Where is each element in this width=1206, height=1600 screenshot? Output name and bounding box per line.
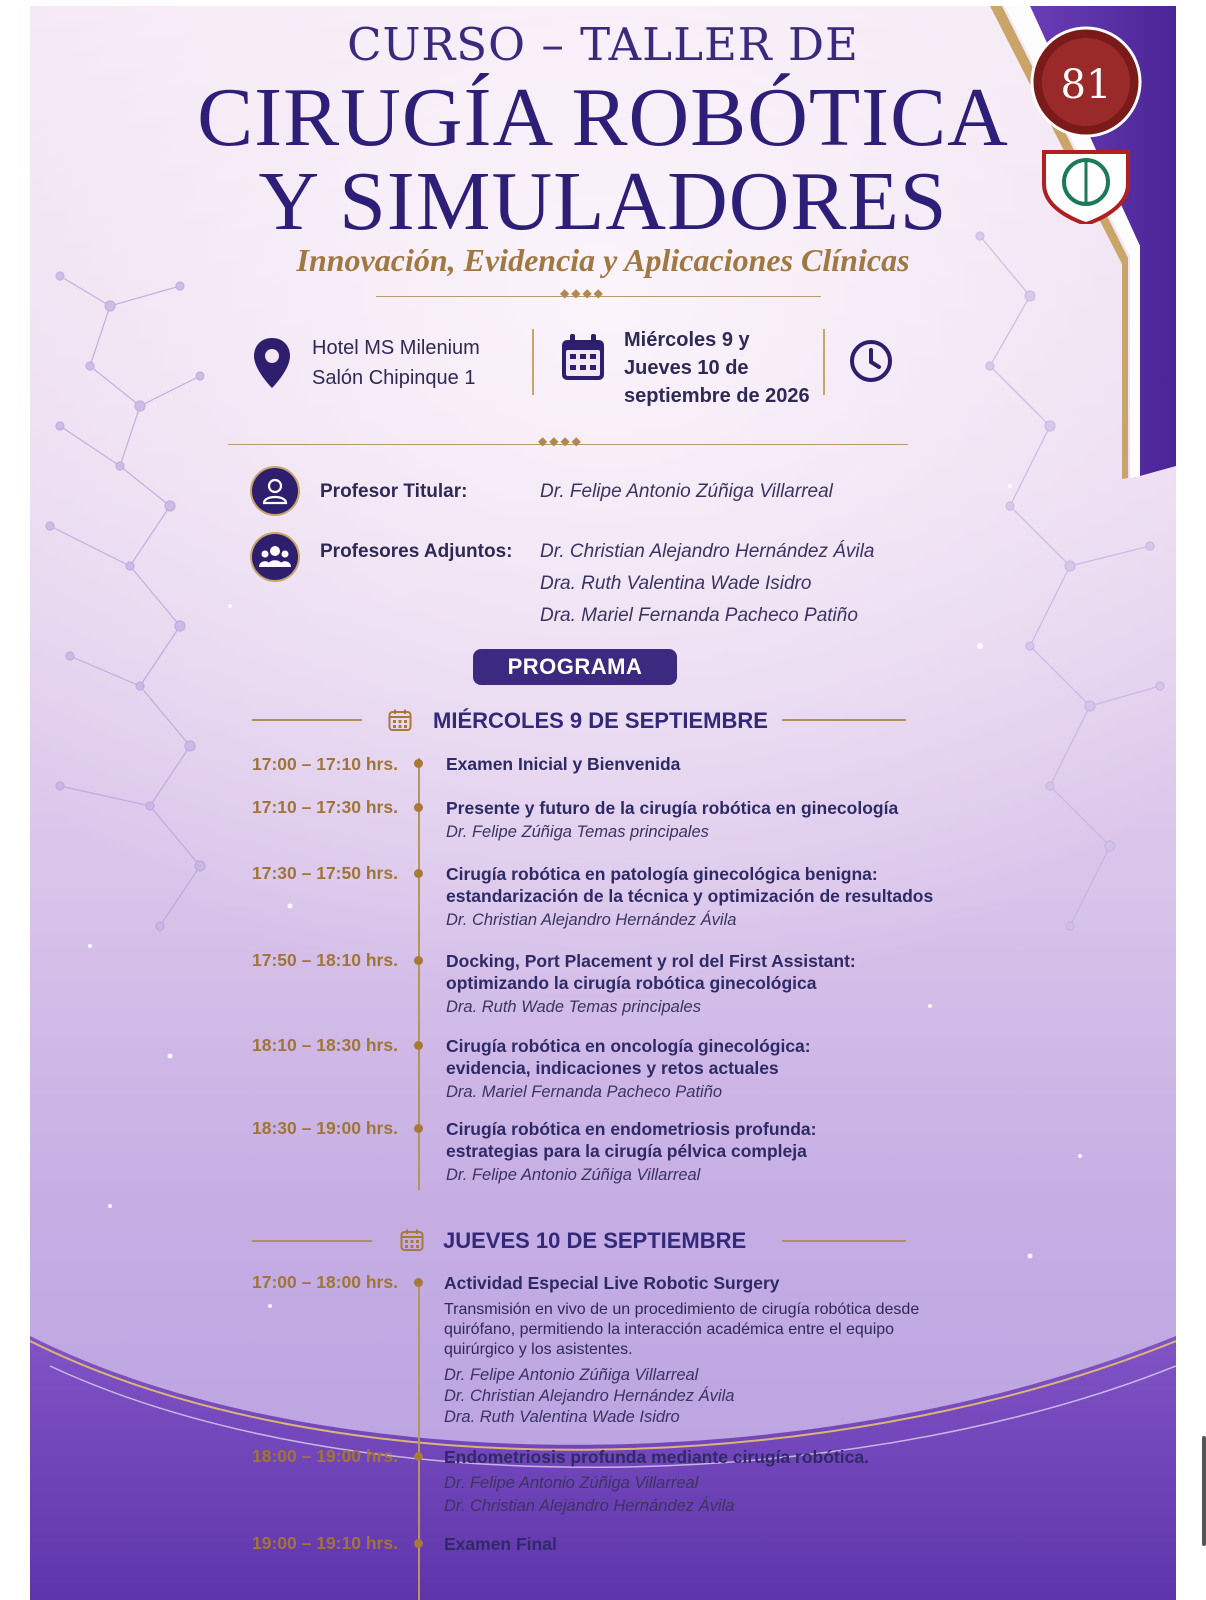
activity-speaker: Dr. Felipe Antonio Zúñiga Villarreal: [446, 1166, 701, 1184]
venue-name: Hotel MS Milenium: [312, 337, 480, 359]
subtitle: Innovación, Evidencia y Aplicaciones Clínicas: [296, 242, 910, 278]
activity-title: Cirugía robótica en oncología ginecológica:: [446, 1036, 811, 1056]
calendar-icon: [388, 708, 412, 732]
titular-label: Profesor Titular:: [320, 481, 468, 502]
adjunto-name: Dra. Mariel Fernanda Pacheco Patiño: [540, 605, 858, 626]
activity-title: estrategias para la cirugía pélvica compleja: [446, 1141, 807, 1161]
poster: [30, 6, 1176, 1600]
activity-description: quirúrgico y los asistentes.: [444, 1341, 633, 1358]
schedule-time: 18:00 – 19:00 hrs.: [252, 1446, 398, 1466]
activity-description: quirófano, permitiendo la interacción académica entre el equipo: [444, 1321, 895, 1338]
divider-ornament: ◆◆◆◆: [560, 286, 605, 300]
programa-label: PROGRAMA: [473, 649, 677, 685]
activity-title: Cirugía robótica en endometriosis profunda:: [446, 1119, 817, 1139]
activity-speaker: Dra. Ruth Wade Temas principales: [446, 998, 701, 1016]
divider-ornament-2: ◆◆◆◆: [538, 434, 583, 448]
schedule-time: 17:50 – 18:10 hrs.: [252, 950, 398, 970]
svg-text:81: 81: [1060, 62, 1112, 108]
venue-room: Salón Chipinque 1: [312, 367, 476, 389]
timeline-dot: [414, 869, 423, 878]
activity-title: Examen Final: [444, 1534, 557, 1554]
activity-title: Actividad Especial Live Robotic Surgery: [444, 1273, 780, 1293]
timeline-dot: [414, 1041, 423, 1050]
activity-speaker: Dr. Christian Alejandro Hernández Ávila: [444, 1497, 735, 1515]
timeline-dot: [414, 803, 423, 812]
group-icon: [252, 534, 298, 580]
day-2-rule-left: [252, 1240, 372, 1242]
adjunto-name: Dra. Ruth Valentina Wade Isidro: [540, 573, 812, 594]
schedule-time: 17:00 – 18:00 hrs.: [252, 1272, 398, 1292]
schedule-time: 18:30 – 19:00 hrs.: [252, 1118, 398, 1138]
activity-speaker: Dr. Felipe Zúñiga Temas principales: [446, 823, 709, 841]
schedule-time: 17:10 – 17:30 hrs.: [252, 797, 398, 817]
location-pin-icon: [252, 336, 292, 390]
activity-title: Examen Inicial y Bienvenida: [446, 754, 681, 774]
timeline-dot: [414, 956, 423, 965]
activity-title: optimizando la cirugía robótica ginecológica: [446, 973, 817, 993]
adjuntos-label: Profesores Adjuntos:: [320, 541, 513, 562]
day-2-rule-right: [782, 1240, 906, 1242]
activity-title: Cirugía robótica en patología ginecológica benigna:: [446, 864, 878, 884]
info-separator-1: [532, 329, 534, 395]
schedule-time: 18:10 – 18:30 hrs.: [252, 1035, 398, 1055]
activity-title: estandarización de la técnica y optimización de resultados: [446, 886, 934, 906]
title-line-1: CURSO – TALLER DE: [347, 18, 859, 71]
day-1-rule-left: [252, 719, 362, 721]
titular-name: Dr. Felipe Antonio Zúñiga Villarreal: [540, 481, 833, 502]
timeline-dot: [414, 1539, 423, 1548]
event-date-line-1: Miércoles 9 y: [624, 329, 750, 351]
scrollbar[interactable]: [1202, 1436, 1206, 1546]
day-1-rule-right: [782, 719, 906, 721]
timeline-dot: [414, 1452, 423, 1461]
calendar-icon: [400, 1228, 424, 1252]
day-1-heading: MIÉRCOLES 9 DE SEPTIEMBRE: [433, 708, 768, 733]
activity-speaker: Dra. Mariel Fernanda Pacheco Patiño: [446, 1083, 723, 1101]
person-icon: [252, 468, 298, 514]
schedule-time: 17:30 – 17:50 hrs.: [252, 863, 398, 883]
day-2-timeline: [418, 1278, 420, 1600]
activity-speaker: Dr. Felipe Antonio Zúñiga Villarreal: [444, 1474, 699, 1492]
timeline-dot: [414, 1278, 423, 1287]
adjunto-name: Dr. Christian Alejandro Hernández Ávila: [540, 541, 875, 562]
activity-speaker: Dr. Christian Alejandro Hernández Ávila: [446, 911, 737, 929]
calendar-icon: [560, 332, 606, 382]
activity-speaker: Dr. Christian Alejandro Hernández Ávila: [444, 1387, 735, 1405]
timeline-dot: [414, 1124, 423, 1133]
event-date-line-3: septiembre de 2026: [624, 385, 810, 407]
title-line-2: CIRUGÍA ROBÓTICA: [197, 71, 1009, 164]
activity-title: Docking, Port Placement y rol del First Assistant:: [446, 951, 856, 971]
schedule-time: 17:00 – 17:10 hrs.: [252, 754, 398, 774]
activity-speaker: Dr. Felipe Antonio Zúñiga Villarreal: [444, 1366, 699, 1384]
activity-title: Endometriosis profunda mediante cirugía robótica.: [444, 1447, 869, 1467]
timeline-dot: [414, 759, 423, 768]
info-separator-2: [823, 329, 825, 395]
day-2-heading: JUEVES 10 DE SEPTIEMBRE: [443, 1228, 747, 1253]
event-date-line-2: Jueves 10 de: [624, 357, 749, 379]
title-line-3: Y SIMULADORES: [258, 155, 948, 248]
schedule-time: 19:00 – 19:10 hrs.: [252, 1533, 398, 1553]
activity-speaker: Dra. Ruth Valentina Wade Isidro: [444, 1408, 680, 1426]
activity-title: evidencia, indicaciones y retos actuales: [446, 1058, 779, 1078]
activity-title: Presente y futuro de la cirugía robótica en ginecología: [446, 798, 899, 818]
clock-icon: [848, 338, 894, 384]
activity-description: Transmisión en vivo de un procedimiento de cirugía robótica desde: [444, 1301, 920, 1318]
